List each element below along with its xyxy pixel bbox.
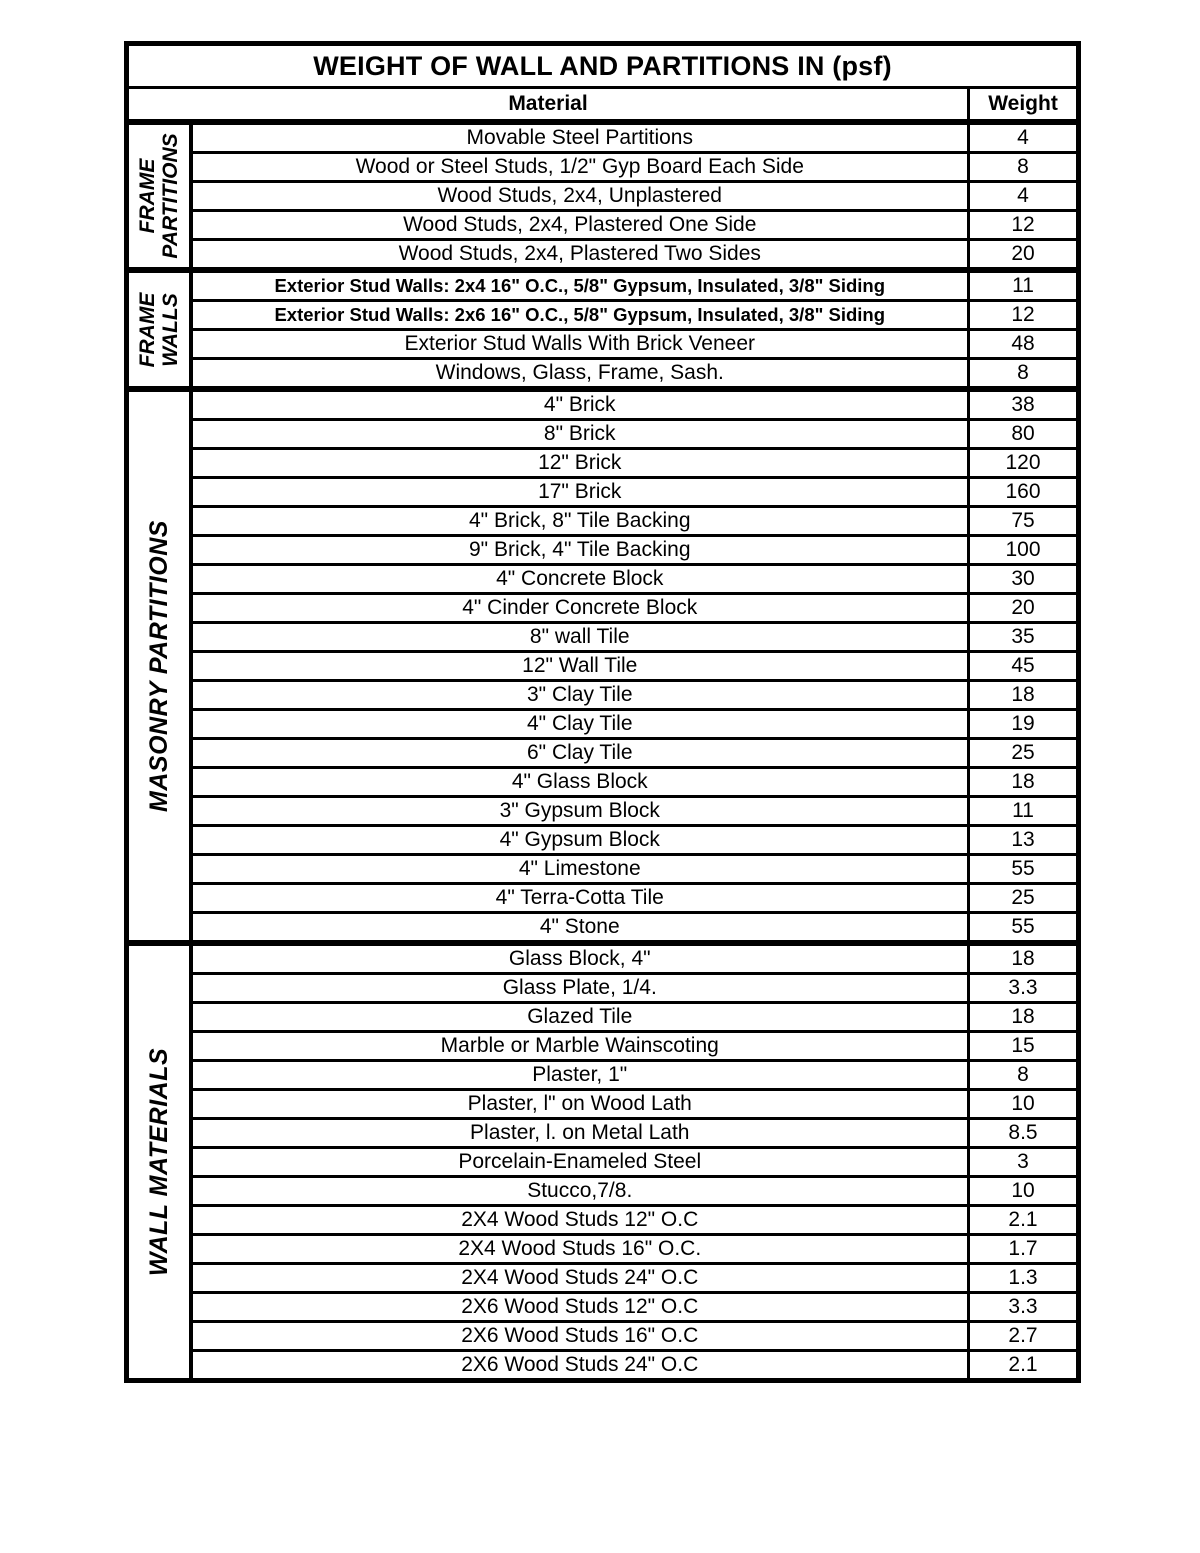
- weight-cell: 55: [969, 913, 1079, 944]
- weight-cell: 2.1: [969, 1206, 1079, 1235]
- weight-cell: 100: [969, 536, 1079, 565]
- material-cell: Plaster, l. on Metal Lath: [191, 1119, 969, 1148]
- material-cell: Wood Studs, 2x4, Plastered One Side: [191, 211, 969, 240]
- material-cell: 9" Brick, 4" Tile Backing: [191, 536, 969, 565]
- material-cell: 2X4 Wood Studs 24" O.C: [191, 1264, 969, 1293]
- weight-cell: 35: [969, 623, 1079, 652]
- material-cell: 8" Brick: [191, 420, 969, 449]
- weight-cell: 8: [969, 1061, 1079, 1090]
- table-row: [127, 301, 1079, 330]
- category-label-line: FRAME: [135, 292, 159, 367]
- material-cell: Exterior Stud Walls: 2x6 16" O.C., 5/8" Gypsum, Insulated, 3/8" Siding: [191, 301, 969, 330]
- material-cell: Exterior Stud Walls: 2x4 16" O.C., 5/8" Gypsum, Insulated, 3/8" Siding: [191, 270, 969, 301]
- table-row: [127, 211, 1079, 240]
- category-frame-partitions-label: [127, 122, 191, 270]
- material-cell: 3" Clay Tile: [191, 681, 969, 710]
- table-row: [127, 1119, 1079, 1148]
- table-row: [127, 826, 1079, 855]
- material-cell: 4" Gypsum Block: [191, 826, 969, 855]
- weight-cell: 38: [969, 389, 1079, 420]
- category-label-line: PARTITIONS: [158, 133, 182, 259]
- weight-cell: 12: [969, 211, 1079, 240]
- weight-cell: 11: [969, 797, 1079, 826]
- table-row: [127, 478, 1079, 507]
- table-row: [127, 1264, 1079, 1293]
- material-column-header: Material: [127, 88, 969, 123]
- table-row: [127, 652, 1079, 681]
- weight-cell: 45: [969, 652, 1079, 681]
- table-row: [127, 240, 1079, 271]
- table-row: [127, 1235, 1079, 1264]
- table-row: [127, 565, 1079, 594]
- weight-cell: 18: [969, 943, 1079, 974]
- weight-cell: 4: [969, 182, 1079, 211]
- material-cell: 12" Wall Tile: [191, 652, 969, 681]
- table-row: [127, 710, 1079, 739]
- material-cell: Exterior Stud Walls With Brick Veneer: [191, 330, 969, 359]
- material-cell: 6" Clay Tile: [191, 739, 969, 768]
- weight-cell: 48: [969, 330, 1079, 359]
- material-cell: 4" Clay Tile: [191, 710, 969, 739]
- weight-column-header: Weight: [969, 88, 1079, 123]
- table-row: [127, 913, 1079, 944]
- table-row: [127, 681, 1079, 710]
- table-row: [127, 1061, 1079, 1090]
- weight-cell: 120: [969, 449, 1079, 478]
- table-row: [127, 420, 1079, 449]
- weight-cell: 1.7: [969, 1235, 1079, 1264]
- table-row: [127, 1177, 1079, 1206]
- table-row: [127, 270, 1079, 301]
- material-cell: Glazed Tile: [191, 1003, 969, 1032]
- table-row: [127, 1322, 1079, 1351]
- weight-cell: 20: [969, 240, 1079, 271]
- table-row: [127, 1148, 1079, 1177]
- material-cell: 2X4 Wood Studs 12" O.C: [191, 1206, 969, 1235]
- weight-cell: 25: [969, 739, 1079, 768]
- table-row: [127, 1206, 1079, 1235]
- material-cell: 8" wall Tile: [191, 623, 969, 652]
- weight-cell: 25: [969, 884, 1079, 913]
- material-cell: 4" Concrete Block: [191, 565, 969, 594]
- category-frame-walls-label: [127, 270, 191, 389]
- material-cell: 2X4 Wood Studs 16" O.C.: [191, 1235, 969, 1264]
- weight-table-sheet: [124, 41, 1076, 1383]
- weight-cell: 8: [969, 359, 1079, 390]
- weight-cell: 3: [969, 1148, 1079, 1177]
- weight-cell: 2.7: [969, 1322, 1079, 1351]
- weight-cell: 4: [969, 122, 1079, 153]
- material-cell: 4" Cinder Concrete Block: [191, 594, 969, 623]
- material-cell: 4" Brick, 8" Tile Backing: [191, 507, 969, 536]
- material-cell: Wood Studs, 2x4, Plastered Two Sides: [191, 240, 969, 271]
- table-row: [127, 943, 1079, 974]
- weight-cell: 18: [969, 768, 1079, 797]
- category-label-text: [136, 292, 182, 367]
- material-cell: Plaster, 1": [191, 1061, 969, 1090]
- table-row: [127, 797, 1079, 826]
- table-row: [127, 507, 1079, 536]
- table-row: [127, 623, 1079, 652]
- category-label-line: MASONRY PARTITIONS: [144, 520, 173, 812]
- material-cell: Plaster, l" on Wood Lath: [191, 1090, 969, 1119]
- material-cell: Windows, Glass, Frame, Sash.: [191, 359, 969, 390]
- table-row: [127, 389, 1079, 420]
- table-row: [127, 739, 1079, 768]
- weight-cell: 75: [969, 507, 1079, 536]
- table-row: [127, 974, 1079, 1003]
- category-label-line: WALL MATERIALS: [144, 1047, 173, 1277]
- material-cell: 4" Glass Block: [191, 768, 969, 797]
- table-row: [127, 855, 1079, 884]
- material-cell: 12" Brick: [191, 449, 969, 478]
- weight-cell: 55: [969, 855, 1079, 884]
- table-row: [127, 768, 1079, 797]
- weight-cell: 10: [969, 1177, 1079, 1206]
- category-masonry-partitions-label: [127, 389, 191, 943]
- weight-cell: 10: [969, 1090, 1079, 1119]
- table-row: [127, 1032, 1079, 1061]
- table-row: [127, 122, 1079, 153]
- category-label-line: WALLS: [158, 292, 182, 367]
- weight-cell: 18: [969, 681, 1079, 710]
- material-cell: 2X6 Wood Studs 12" O.C: [191, 1293, 969, 1322]
- category-label-line: FRAME: [135, 158, 159, 234]
- table-row: [127, 359, 1079, 390]
- weight-cell: 8.5: [969, 1119, 1079, 1148]
- material-cell: Glass Block, 4": [191, 943, 969, 974]
- weight-cell: 11: [969, 270, 1079, 301]
- weight-cell: 13: [969, 826, 1079, 855]
- table-row: [127, 1351, 1079, 1381]
- material-cell: 2X6 Wood Studs 24" O.C: [191, 1351, 969, 1381]
- material-cell: Wood or Steel Studs, 1/2" Gyp Board Each Side: [191, 153, 969, 182]
- weight-cell: 3.3: [969, 1293, 1079, 1322]
- table-row: [127, 1003, 1079, 1032]
- category-wall-materials-label: [127, 943, 191, 1381]
- table-row: [127, 153, 1079, 182]
- material-cell: Marble or Marble Wainscoting: [191, 1032, 969, 1061]
- material-cell: 4" Stone: [191, 913, 969, 944]
- table-row: [127, 330, 1079, 359]
- material-cell: 2X6 Wood Studs 16" O.C: [191, 1322, 969, 1351]
- material-cell: 4" Brick: [191, 389, 969, 420]
- weight-cell: 12: [969, 301, 1079, 330]
- table-row: [127, 1293, 1079, 1322]
- weight-cell: 15: [969, 1032, 1079, 1061]
- table-row: [127, 1090, 1079, 1119]
- material-cell: 17" Brick: [191, 478, 969, 507]
- weight-cell: 1.3: [969, 1264, 1079, 1293]
- table-row: [127, 536, 1079, 565]
- category-label-text: [144, 1047, 173, 1277]
- material-cell: 4" Terra-Cotta Tile: [191, 884, 969, 913]
- weight-cell: 8: [969, 153, 1079, 182]
- material-cell: Movable Steel Partitions: [191, 122, 969, 153]
- weight-cell: 19: [969, 710, 1079, 739]
- table-row: [127, 594, 1079, 623]
- category-label-text: [136, 133, 182, 258]
- weight-cell: 160: [969, 478, 1079, 507]
- table-row: [127, 449, 1079, 478]
- weight-cell: 30: [969, 565, 1079, 594]
- table-title: WEIGHT OF WALL AND PARTITIONS IN (psf): [127, 44, 1079, 88]
- weight-cell: 2.1: [969, 1351, 1079, 1381]
- material-cell: Wood Studs, 2x4, Unplastered: [191, 182, 969, 211]
- weight-cell: 3.3: [969, 974, 1079, 1003]
- category-label-text: [144, 520, 173, 812]
- weight-cell: 18: [969, 1003, 1079, 1032]
- wall-weights-table: [124, 41, 1081, 1383]
- material-cell: 3" Gypsum Block: [191, 797, 969, 826]
- material-cell: Porcelain-Enameled Steel: [191, 1148, 969, 1177]
- material-cell: Stucco,7/8.: [191, 1177, 969, 1206]
- table-row: [127, 182, 1079, 211]
- weight-cell: 80: [969, 420, 1079, 449]
- table-row: [127, 884, 1079, 913]
- material-cell: Glass Plate, 1/4.: [191, 974, 969, 1003]
- weight-cell: 20: [969, 594, 1079, 623]
- material-cell: 4" Limestone: [191, 855, 969, 884]
